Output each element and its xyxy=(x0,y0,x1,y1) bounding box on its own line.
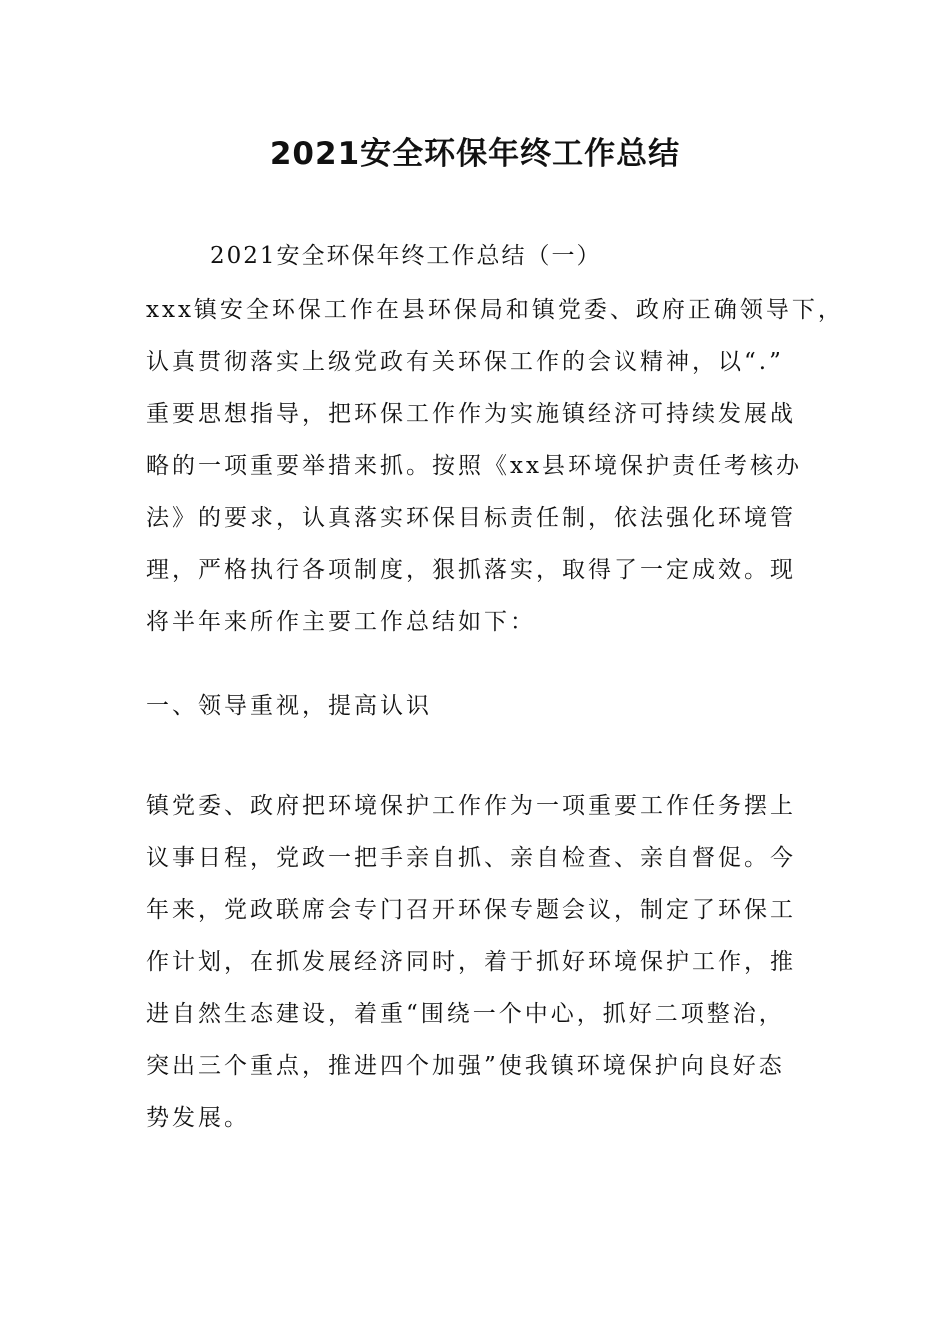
paragraph-leadership xyxy=(146,780,814,1144)
paragraph-line: 突出三个重点，推进四个加强”使我镇环境保护向良好态 xyxy=(146,1053,785,1079)
paragraph-intro xyxy=(146,284,844,648)
paragraph-line: 理，严格执行各项制度，狠抓落实，取得了一定成效。现 xyxy=(146,557,796,583)
section-heading: 一、领导重视，提高认识 xyxy=(146,693,432,719)
paragraph-line: 年来，党政联席会专门召开环保专题会议，制定了环保工 xyxy=(146,897,796,923)
section-subtitle: 2021安全环保年终工作总结（一） xyxy=(210,243,602,269)
paragraph-line: 法》的要求，认真落实环保目标责任制，依法强化环境管 xyxy=(146,505,796,531)
paragraph-line: 认真贯彻落实上级党政有关环保工作的会议精神，以“.” xyxy=(146,349,784,375)
paragraph-line: 议事日程，党政一把手亲自抓、亲自检查、亲自督促。今 xyxy=(146,845,796,871)
document-title: 2021安全环保年终工作总结 xyxy=(269,136,681,172)
paragraph-line: 将半年来所作主要工作总结如下： xyxy=(146,609,536,635)
paragraph-line: xxx镇安全环保工作在县环保局和镇党委、政府正确领导下， xyxy=(146,297,844,323)
paragraph-line: 重要思想指导，把环保工作作为实施镇经济可持续发展战 xyxy=(146,401,796,427)
paragraph-line: 略的一项重要举措来抓。按照《xx县环境保护责任考核办 xyxy=(146,453,802,479)
paragraph-line: 势发展。 xyxy=(146,1105,250,1131)
paragraph-line: 作计划，在抓发展经济同时，着于抓好环境保护工作，推 xyxy=(146,949,796,975)
paragraph-line: 镇党委、政府把环境保护工作作为一项重要工作任务摆上 xyxy=(146,793,796,819)
paragraph-line: 进自然生态建设，着重“围绕一个中心，抓好二项整治， xyxy=(146,1001,785,1027)
